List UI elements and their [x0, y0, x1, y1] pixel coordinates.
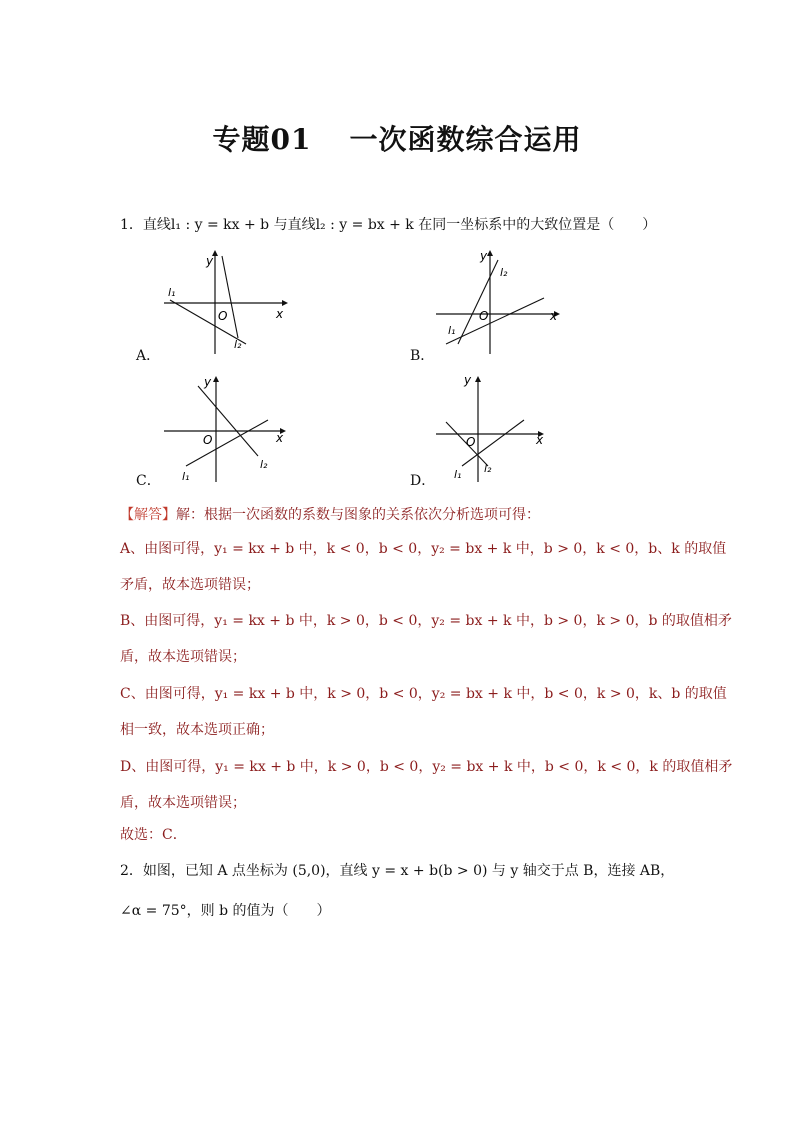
- line-l2: [458, 260, 498, 344]
- question-2-line-2: ∠α = 75°，则 b 的值为（ ）: [120, 903, 331, 919]
- y-arrow: [475, 376, 481, 382]
- question-2-line-1: 2．如图，已知 A 点坐标为 (5,0)，直线 y = x + b(b > 0) 与 y 轴交于点 B，连接 AB，: [120, 863, 675, 879]
- x-label: x: [550, 309, 558, 323]
- answer-line-4: 盾，故本选项错误；: [120, 649, 246, 665]
- title-number: 专题01: [212, 123, 312, 156]
- graph-b: [432, 248, 562, 358]
- y-arrow: [487, 250, 493, 256]
- answer-line-7: D、由图可得，y₁ = kx + b 中，k > 0，b < 0，y₂ = bx + k 中，b < 0，k < 0，k 的取值相矛: [120, 759, 733, 775]
- y-label: y: [204, 375, 212, 389]
- line-l2: [222, 256, 238, 338]
- line-l1: [186, 420, 268, 466]
- option-a: A．: [136, 348, 161, 364]
- origin-label: O: [203, 433, 213, 447]
- graph-c: [160, 372, 290, 484]
- answer-intro: 解：根据一次函数的系数与图象的关系依次分析选项可得：: [176, 507, 540, 523]
- y-label: y: [206, 254, 214, 268]
- origin-label: O: [466, 435, 476, 449]
- l2-label: l₂: [260, 458, 268, 471]
- answer-header: [120, 504, 540, 524]
- answer-line-3: B、由图可得，y₁ = kx + b 中，k > 0，b < 0，y₂ = bx + k 中，b > 0，k > 0，b 的取值相矛: [120, 613, 732, 629]
- answer-label: 【解答】: [120, 507, 176, 523]
- l1-label: l₁: [454, 468, 462, 481]
- answer-line-1: A、由图可得，y₁ = kx + b 中，k < 0，b < 0，y₂ = bx + k 中，b > 0，k < 0，b、k 的取值: [120, 541, 727, 557]
- x-label: x: [276, 307, 284, 321]
- l2-label: l₂: [234, 338, 242, 351]
- graph-d: [432, 372, 562, 484]
- l1-label: l₁: [448, 324, 456, 337]
- x-label: x: [536, 433, 544, 447]
- l2-label: l₂: [484, 462, 492, 475]
- x-arrow: [282, 300, 288, 306]
- answer-line-5: C、由图可得，y₁ = kx + b 中，k > 0，b < 0，y₂ = bx + k 中，b < 0，k > 0，k、b 的取值: [120, 686, 727, 702]
- option-b: B．: [410, 348, 435, 364]
- y-label: y: [480, 249, 488, 263]
- x-label: x: [276, 431, 284, 445]
- l1-label: l₁: [168, 286, 176, 299]
- answer-line-8: 盾，故本选项错误；: [120, 795, 246, 811]
- graph-a: [160, 248, 290, 358]
- y-label: y: [464, 373, 472, 387]
- answer-conclusion: 故选：C．: [120, 827, 187, 843]
- origin-label: O: [218, 309, 228, 323]
- origin-label: O: [479, 309, 489, 323]
- page-title: [0, 118, 794, 158]
- option-c: C．: [136, 473, 161, 489]
- answer-line-6: 相一致，故本选项正确；: [120, 722, 274, 738]
- l2-label: l₂: [500, 266, 508, 279]
- option-d: D．: [410, 473, 436, 489]
- question-1-stem: 1．直线l₁ : y = kx + b 与直线l₂ : y = bx + k 在同一坐标系中的大致位置是（ ）: [120, 217, 657, 233]
- answer-line-2: 矛盾，故本选项错误；: [120, 577, 260, 593]
- y-arrow: [213, 376, 219, 382]
- l1-label: l₁: [182, 470, 190, 483]
- title-text: 一次函数综合运用: [349, 123, 582, 156]
